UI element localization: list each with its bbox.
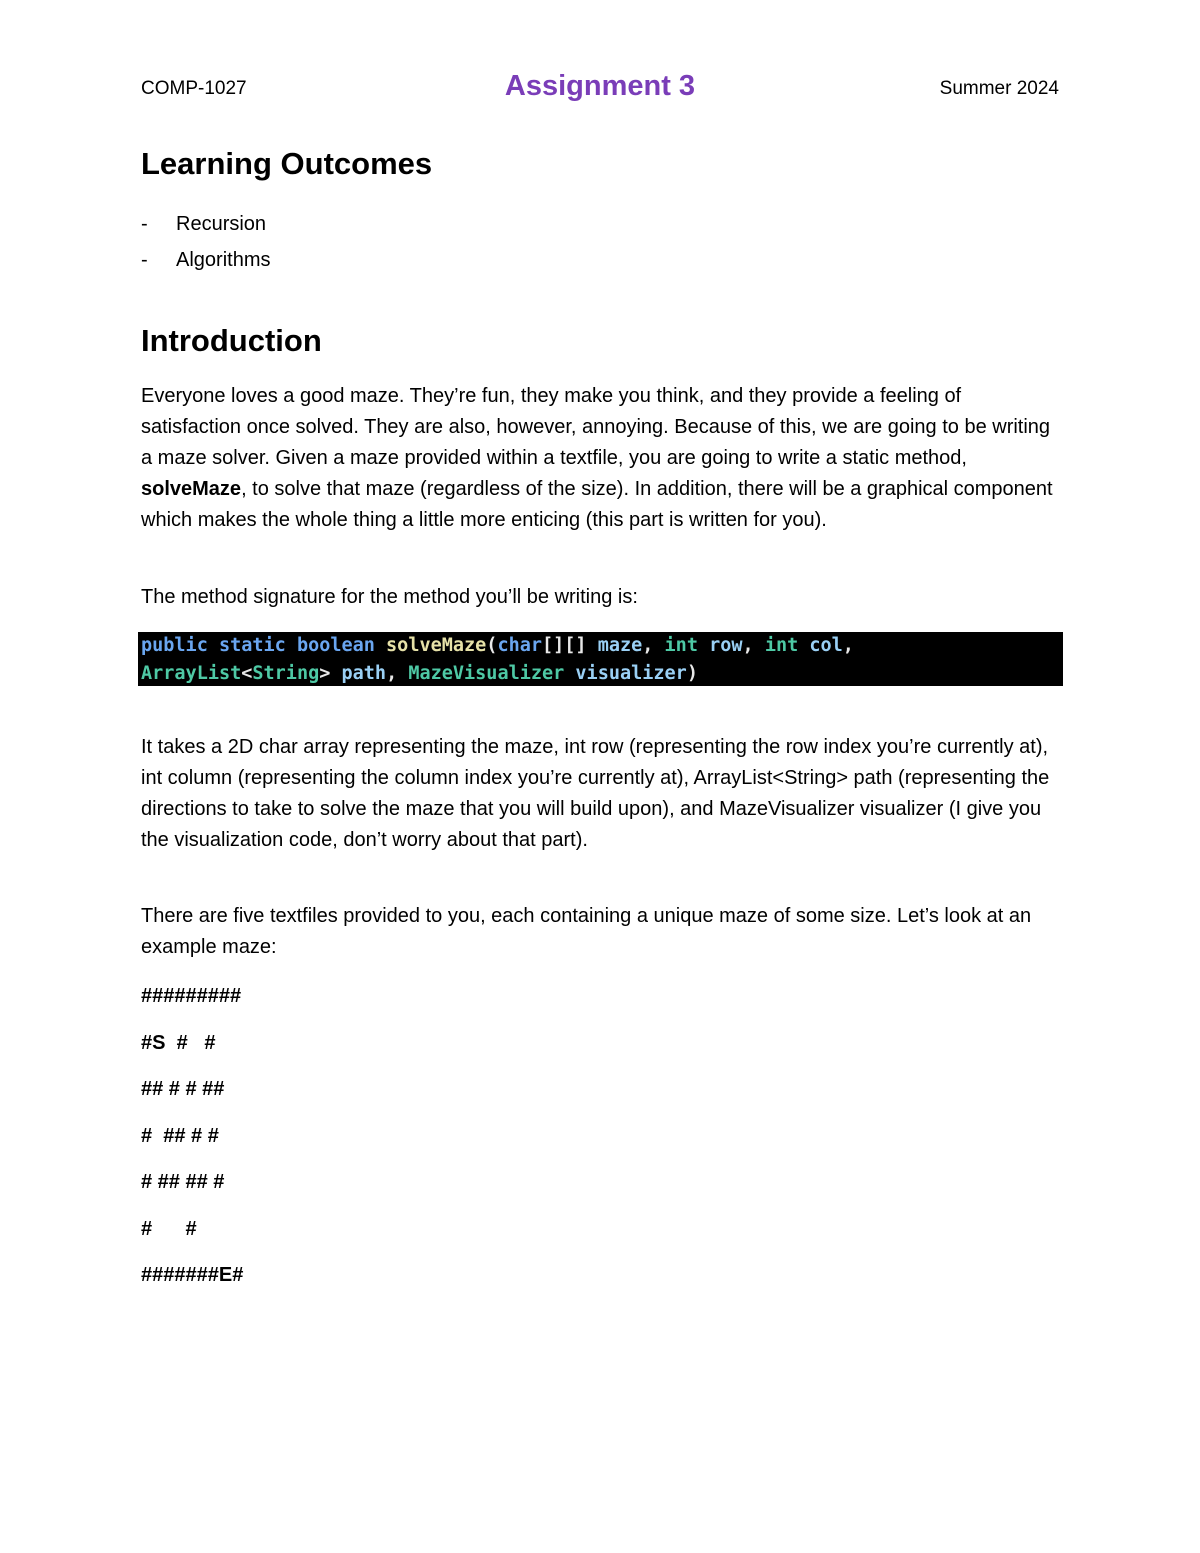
method-signature-code: public static boolean solveMaze(char[][] maze, int row, int col, ArrayList<String> path, MazeVisualizer visualizer) <box>138 632 1063 686</box>
code-token: String <box>252 663 320 684</box>
maze-row: #######E# <box>141 1264 244 1286</box>
code-token: char <box>497 635 542 656</box>
code-token: path <box>341 663 387 684</box>
dash-bullet: - <box>141 213 148 235</box>
method-name-bold: solveMaze <box>141 478 242 500</box>
paragraph-text: Everyone loves a good maze. They’re fun, they make you think, and they provide a feeling of satisfaction once solved. They are also, however, annoying. Because of this, we are going to be writing a maze solver. Given a maze provided within a textfile, you are going to write a static method, <box>141 385 1051 469</box>
course-code: COMP-1027 <box>141 78 247 99</box>
intro-paragraph-4: There are five textfiles provided to you, each containing a unique maze of some size. Let’s look at an example maze: <box>141 905 1032 958</box>
intro-paragraph-1 <box>141 381 1061 536</box>
code-token: int <box>664 635 698 656</box>
term-label: Summer 2024 <box>939 78 1059 99</box>
code-token: solveMaze <box>386 635 487 656</box>
paragraph-text: , to solve that maze (regardless of the size). In addition, there will be a graphical component which makes the whole thing a little more enticing (this part is written for you). <box>141 478 1053 531</box>
assignment-title: Assignment 3 <box>504 70 696 102</box>
code-token: static <box>218 635 286 656</box>
code-token: col <box>809 635 843 656</box>
learning-outcomes-list <box>141 206 270 278</box>
maze-row: ######### <box>141 985 242 1007</box>
maze-row: # ## ## # <box>141 1171 225 1193</box>
maze-row: # # <box>141 1217 197 1240</box>
list-item-text: Recursion <box>176 213 267 235</box>
example-maze <box>141 982 243 1308</box>
code-token: visualizer <box>575 663 687 684</box>
code-token: row <box>709 635 743 656</box>
list-item <box>141 242 270 278</box>
dash-bullet: - <box>141 249 148 271</box>
code-token: int <box>764 635 799 656</box>
code-token: boolean <box>296 635 375 656</box>
code-token: [][] <box>542 635 587 656</box>
list-item <box>141 206 270 242</box>
intro-paragraph-2: The method signature for the method you’ll be writing is: <box>141 586 638 608</box>
code-token: MazeVisualizer <box>408 663 565 684</box>
code-token: maze <box>597 635 643 656</box>
introduction-heading: Introduction <box>141 323 322 358</box>
intro-paragraph-3: It takes a 2D char array representing the maze, int row (representing the row index you’re currently at), int column (representing the column index you’re currently at), ArrayList<String> path (representing the directions to take to solve the maze that you will build upon), and MazeVisualizer visualizer (I give you the visualization code, don’t worry about that part). <box>141 736 1050 851</box>
learning-outcomes-heading: Learning Outcomes <box>141 146 433 181</box>
maze-row: #S # # <box>141 1031 216 1054</box>
list-item-text: Algorithms <box>176 249 271 271</box>
maze-row: # ## # # <box>141 1124 219 1147</box>
code-token: ArrayList <box>141 663 242 684</box>
code-token: public <box>141 635 208 656</box>
maze-row: ## # # ## <box>141 1078 225 1100</box>
